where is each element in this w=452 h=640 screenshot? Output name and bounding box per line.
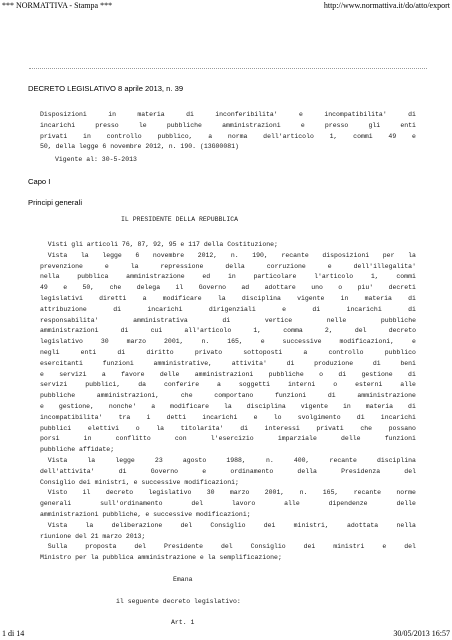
article-number: Art. 1 [171, 619, 195, 626]
vigente-date: Vigente al: 30-5-2013 [55, 156, 137, 163]
separator-rule [29, 68, 427, 69]
text-line: amministrazioni di cui all'articolo 1, comma 2, del decreto [40, 327, 416, 335]
text-line: Vista la deliberazione del Consiglio dei ministri, adottata nella [40, 521, 416, 529]
text-line: e servizi a favore delle amministrazioni pubbliche o di gestione di [40, 370, 416, 378]
text-line: prevenzione e la repressione della corruzione e dell'illegalita' [40, 262, 416, 270]
text-line: servizi pubblici, da conferire a soggetti interni o esterni alle [40, 381, 416, 389]
text-line: esercitanti funzioni amministrative, attivita' di produzione di beni [40, 359, 416, 367]
decree-title: DECRETO LEGISLATIVO 8 aprile 2013, n. 39 [28, 84, 184, 93]
text-line: Vista la legge 6 novembre 2012, n. 190, recante disposizioni per la [40, 251, 416, 259]
text-line: Consiglio dei ministri, e successive modificazioni; [40, 478, 239, 486]
text-line: Vista la legge 23 agosto 1988, n. 400, recante disciplina [40, 456, 416, 464]
decree-preamble [40, 110, 416, 153]
text-line: nella pubblica amministrazione ed in particolare l'articolo 1, commi [40, 273, 416, 281]
text-line: 49 e 50, che delega il Governo ad adottare uno o piu' decreti [40, 284, 416, 292]
text-line: pubbliche amministrazioni, che comportano funzioni di amministrazione [40, 392, 416, 400]
text-line: generali sull'ordinamento del lavoro alle dipendenze delle [40, 500, 416, 508]
text-line: Visti gli articoli 76, 87, 92, 95 e 117 della Costituzione; [40, 241, 278, 248]
text-line: legislativi diretti a modificare la disciplina vigente in materia di [40, 294, 416, 302]
emana-heading: Emana [173, 576, 193, 583]
text-line: Disposizioni in materia di inconferibilita' e incompatibilita' di [40, 111, 416, 118]
chapter-title: Principi generali [28, 198, 83, 207]
print-header-title: *** NORMATTIVA - Stampa *** [2, 1, 113, 10]
text-line: Ministro per la pubblica amministrazione e la semplificazione; [40, 554, 282, 562]
chapter-heading: Capo I [28, 177, 51, 186]
text-line: pubblici elettivi o la titolarita' di interessi privati che possano [40, 424, 416, 432]
text-line: incompatibilita' tra i detti incarichi e lo svolgimento di incarichi [40, 413, 416, 421]
print-header-url: http://www.normattiva.it/do/atto/export [323, 1, 450, 10]
text-line: attribuzione di incarichi dirigenziali e di incarichi di [40, 305, 416, 313]
text-line: 50, della legge 6 novembre 2012, n. 190. (13G00081) [40, 143, 239, 151]
text-line: legislativo 30 marzo 2001, n. 165, e successive modificazioni, e [40, 338, 416, 346]
page-counter: 1 di 14 [2, 629, 25, 638]
text-line: incarichi presso le pubbliche amministrazioni e presso gli enti [40, 121, 416, 129]
text-line: Sulla proposta del Presidente del Consiglio dei ministri e del [40, 543, 416, 551]
text-line: e gestione, nonche' a modificare la disciplina vigente in materia di [40, 402, 416, 410]
president-heading: IL PRESIDENTE DELLA REPUBBLICA [121, 216, 239, 223]
text-line: pubbliche affidate; [40, 446, 115, 454]
text-line: negli enti di diritto privato sottoposti a controllo pubblico [40, 348, 416, 356]
decree-body [40, 240, 416, 560]
text-line: riunione del 21 marzo 2013; [40, 532, 146, 540]
text-line: porsi in conflitto con l'esercizio imparziale delle funzioni [40, 435, 416, 443]
text-line: privati in controllo pubblico, a norma dell'articolo 1, commi 49 e [40, 132, 416, 140]
print-timestamp: 30/05/2013 16:57 [393, 629, 450, 638]
text-line: responsabilita' amministrativa di vertice nelle pubbliche [40, 316, 416, 324]
text-line: Visto il decreto legislativo 30 marzo 2001, n. 165, recante norme [40, 489, 416, 497]
text-line: amministrazioni pubbliche, e successive modificazioni; [40, 510, 251, 518]
following-decree-line: il seguente decreto legislativo: [116, 598, 241, 605]
text-line: dell'attivita' di Governo e ordinamento della Presidenza del [40, 467, 416, 475]
